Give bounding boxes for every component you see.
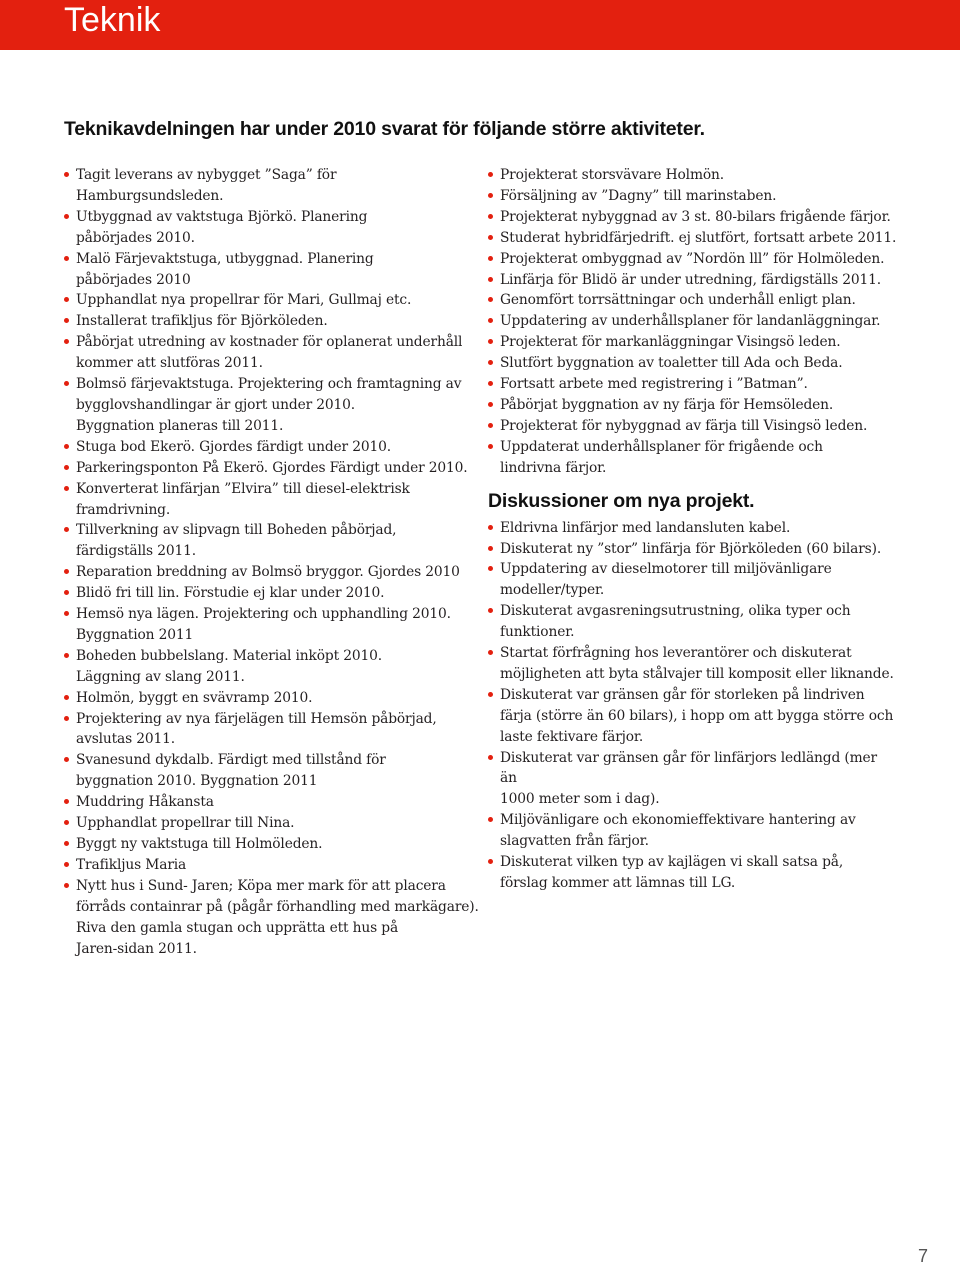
list-item-text: Uppdatering av dieselmotorer till miljövänligare modeller/typer.	[500, 561, 832, 599]
list-item	[488, 559, 898, 601]
list-item	[64, 583, 484, 604]
list-item-text: Miljövänligare och ekonomieffektivare hantering av slagvatten från färjor.	[500, 812, 856, 850]
bullet-icon	[64, 841, 69, 846]
bullet-icon	[488, 546, 493, 551]
list-item-text: Diskuterat vilken typ av kajlägen vi skall satsa på, förslag kommer att lämnas till LG.	[500, 854, 844, 891]
header-band	[0, 0, 960, 50]
list-item	[488, 290, 898, 311]
list-item	[64, 479, 484, 521]
bullet-icon	[488, 608, 493, 613]
list-item-text: Stuga bod Ekerö. Gjordes färdigt under 2010.	[76, 438, 391, 455]
list-item	[64, 813, 484, 834]
bullet-icon	[488, 193, 493, 198]
bullet-icon	[64, 653, 69, 658]
list-item-text: Diskuterat avgasreningsutrustning, olika typer och funktioner.	[500, 603, 851, 641]
list-item	[64, 855, 484, 876]
list-item	[488, 437, 898, 479]
list-item-text: Uppdaterat underhållsplaner för frigående och lindrivna färjor.	[500, 438, 823, 476]
bullet-icon	[64, 318, 69, 323]
right-column	[488, 165, 898, 894]
section-subheading: Teknikavdelningen har under 2010 svarat för följande större aktiviteter.	[64, 118, 705, 140]
list-item-text: Diskuterat var gränsen går för linfärjors ledlängd (mer än 1000 meter som i dag).	[500, 749, 877, 808]
list-item	[64, 750, 484, 792]
bullet-icon	[488, 444, 493, 449]
list-item-text: Projekterat ombyggnad av ”Nordön lll” för Holmöleden.	[500, 250, 885, 267]
list-item-text: Holmön, byggt en svävramp 2010.	[76, 689, 313, 706]
list-item-text: Projekterat nybyggnad av 3 st. 80-bilars frigående färjor.	[500, 208, 891, 225]
list-item	[488, 395, 898, 416]
list-item	[64, 374, 484, 437]
list-item	[488, 539, 898, 560]
list-item	[64, 311, 484, 332]
list-item-text: Upphandlat nya propellrar för Mari, Gullmaj etc.	[76, 292, 412, 309]
list-item-text: Bolmsö färjevaktstuga. Projektering och framtagning av bygglovshandlingar är gjort under 2010. Byggnation planeras till 2011.	[76, 376, 462, 434]
list-item	[488, 249, 898, 270]
list-item-text: Konverterat linfärjan ”Elvira” till diesel-elektrisk framdrivning.	[76, 480, 410, 518]
list-item-text: Genomfört torrsättningar och underhåll enligt plan.	[500, 292, 856, 309]
activities-list-right	[488, 165, 898, 479]
list-item	[488, 353, 898, 374]
list-item	[64, 709, 484, 751]
bullet-icon	[64, 799, 69, 804]
bullet-icon	[64, 611, 69, 616]
bullet-icon	[64, 214, 69, 219]
list-item-text: Installerat trafikljus för Björköleden.	[76, 313, 328, 330]
bullet-icon	[64, 381, 69, 386]
bullet-icon	[488, 297, 493, 302]
bullet-icon	[488, 214, 493, 219]
list-item	[64, 876, 484, 960]
list-item	[64, 562, 484, 583]
list-item-text: Diskuterat var gränsen går för storleken på lindriven färja (större än 60 bilars), i hopp om att bygga större och laste fektivare färjor.	[500, 686, 894, 745]
list-item	[64, 249, 484, 291]
list-item	[64, 207, 484, 249]
list-item	[488, 852, 898, 894]
page-number: 7	[917, 1246, 928, 1266]
bullet-icon	[64, 527, 69, 532]
bullet-icon	[64, 695, 69, 700]
bullet-icon	[488, 692, 493, 697]
bullet-icon	[64, 339, 69, 344]
list-item-text: Diskuterat ny ”stor” linfärja för Björköleden (60 bilars).	[500, 540, 882, 557]
list-item-text: Försäljning av ”Dagny” till marinstaben.	[500, 187, 777, 204]
bullet-icon	[488, 256, 493, 261]
list-item	[488, 311, 898, 332]
activities-list-left	[64, 165, 484, 959]
list-item-text: Hemsö nya lägen. Projektering och upphandling 2010. Byggnation 2011	[76, 606, 451, 643]
bullet-icon	[488, 235, 493, 240]
list-item	[488, 186, 898, 207]
list-item	[488, 332, 898, 353]
discussion-heading: Diskussioner om nya projekt.	[488, 489, 755, 512]
list-item-text: Uppdatering av underhållsplaner för landanläggningar.	[500, 313, 881, 330]
list-item	[488, 643, 898, 685]
list-item	[64, 332, 484, 374]
bullet-icon	[64, 590, 69, 595]
list-item	[488, 270, 898, 291]
bullet-icon	[488, 525, 493, 530]
list-item	[488, 374, 898, 395]
list-item-text: Muddring Håkansta	[76, 794, 214, 811]
bullet-icon	[64, 172, 69, 177]
list-item	[488, 685, 898, 748]
bullet-icon	[488, 402, 493, 407]
list-item	[64, 792, 484, 813]
list-item	[488, 601, 898, 643]
list-item-text: Fortsatt arbete med registrering i ”Batman”.	[500, 376, 808, 393]
list-item-text: Boheden bubbelslang. Material inköpt 2010. Läggning av slang 2011.	[76, 647, 382, 685]
list-item-text: Blidö fri till lin. Förstudie ej klar under 2010.	[76, 585, 385, 602]
list-item-text: Slutfört byggnation av toaletter till Ada och Beda.	[500, 355, 843, 372]
list-item	[64, 604, 484, 646]
list-item	[64, 834, 484, 855]
list-item-text: Tillverkning av slipvagn till Boheden påbörjad, färdigställs 2011.	[76, 522, 397, 560]
list-item	[488, 228, 898, 249]
bullet-icon	[488, 817, 493, 822]
list-item-text: Projektering av nya färjelägen till Hemsön påbörjad, avslutas 2011.	[76, 710, 437, 748]
list-item-text: Eldrivna linfärjor med landansluten kabel.	[500, 519, 791, 536]
bullet-icon	[488, 755, 493, 760]
list-item	[64, 437, 484, 458]
bullet-icon	[488, 277, 493, 282]
list-item	[64, 646, 484, 688]
bullet-icon	[64, 486, 69, 491]
list-item-text: Reparation breddning av Bolmsö bryggor. Gjordes 2010	[76, 564, 460, 581]
bullet-icon	[488, 423, 493, 428]
list-item-text: Projekterat för nybyggnad av färja till Visingsö leden.	[500, 417, 868, 434]
bullet-icon	[64, 820, 69, 825]
list-item	[64, 290, 484, 311]
bullet-icon	[488, 650, 493, 655]
list-item-text: Påbörjat utredning av kostnader för oplanerat underhåll kommer att slutföras 2011.	[76, 334, 463, 372]
bullet-icon	[488, 318, 493, 323]
bullet-icon	[488, 172, 493, 177]
list-item	[64, 165, 484, 207]
list-item	[488, 518, 898, 539]
discussion-list	[488, 518, 898, 894]
bullet-icon	[64, 862, 69, 867]
list-item-text: Byggt ny vaktstuga till Holmöleden.	[76, 836, 323, 852]
bullet-icon	[64, 297, 69, 302]
list-item	[488, 810, 898, 852]
list-item-text: Projekterat för markanläggningar Visingsö leden.	[500, 334, 841, 351]
list-item-text: Nytt hus i Sund- Jaren; Köpa mer mark för att placera förråds containrar på (pågår förhandling med markägare). Riva den gamla stugan och upprätta ett hus på Jaren-sidan 2011.	[76, 877, 479, 957]
bullet-icon	[64, 256, 69, 261]
bullet-icon	[64, 569, 69, 574]
list-item-text: Påbörjat byggnation av ny färja för Hemsöleden.	[500, 396, 834, 413]
bullet-icon	[488, 381, 493, 386]
bullet-icon	[64, 444, 69, 449]
list-item-text: Tagit leverans av nybygget ”Saga” för Hamburgsundsleden.	[76, 167, 337, 204]
list-item-text: Utbyggnad av vaktstuga Björkö. Planering påbörjades 2010.	[76, 208, 368, 246]
bullet-icon	[488, 566, 493, 571]
bullet-icon	[64, 716, 69, 721]
list-item	[64, 520, 484, 562]
list-item-text: Svanesund dykdalb. Färdigt med tillstånd för byggnation 2010. Byggnation 2011	[76, 752, 386, 790]
list-item	[488, 416, 898, 437]
list-item-text: Trafikljus Maria	[76, 856, 187, 873]
list-item	[488, 165, 898, 186]
bullet-icon	[64, 465, 69, 470]
list-item-text: Projekterat storsvävare Holmön.	[500, 167, 725, 183]
left-column	[64, 165, 484, 959]
list-item-text: Linfärja för Blidö är under utredning, färdigställs 2011.	[500, 271, 882, 288]
list-item	[488, 207, 898, 228]
list-item	[488, 748, 898, 811]
list-item-text: Malö Färjevaktstuga, utbyggnad. Planering påbörjades 2010	[76, 250, 374, 288]
list-item-text: Parkeringsponton På Ekerö. Gjordes Färdigt under 2010.	[76, 459, 468, 476]
list-item-text: Startat förfrågning hos leverantörer och diskuterat möjligheten att byta stålvajer till komposit eller liknande.	[500, 645, 894, 682]
list-item-text: Studerat hybridfärjedrift. ej slutfört, fortsatt arbete 2011.	[500, 229, 897, 246]
bullet-icon	[64, 757, 69, 762]
bullet-icon	[488, 360, 493, 365]
bullet-icon	[488, 339, 493, 344]
list-item	[64, 688, 484, 709]
bullet-icon	[488, 859, 493, 864]
list-item	[64, 458, 484, 479]
bullet-icon	[64, 883, 69, 888]
list-item-text: Upphandlat propellrar till Nina.	[76, 815, 295, 832]
page-title: Teknik	[64, 1, 161, 39]
